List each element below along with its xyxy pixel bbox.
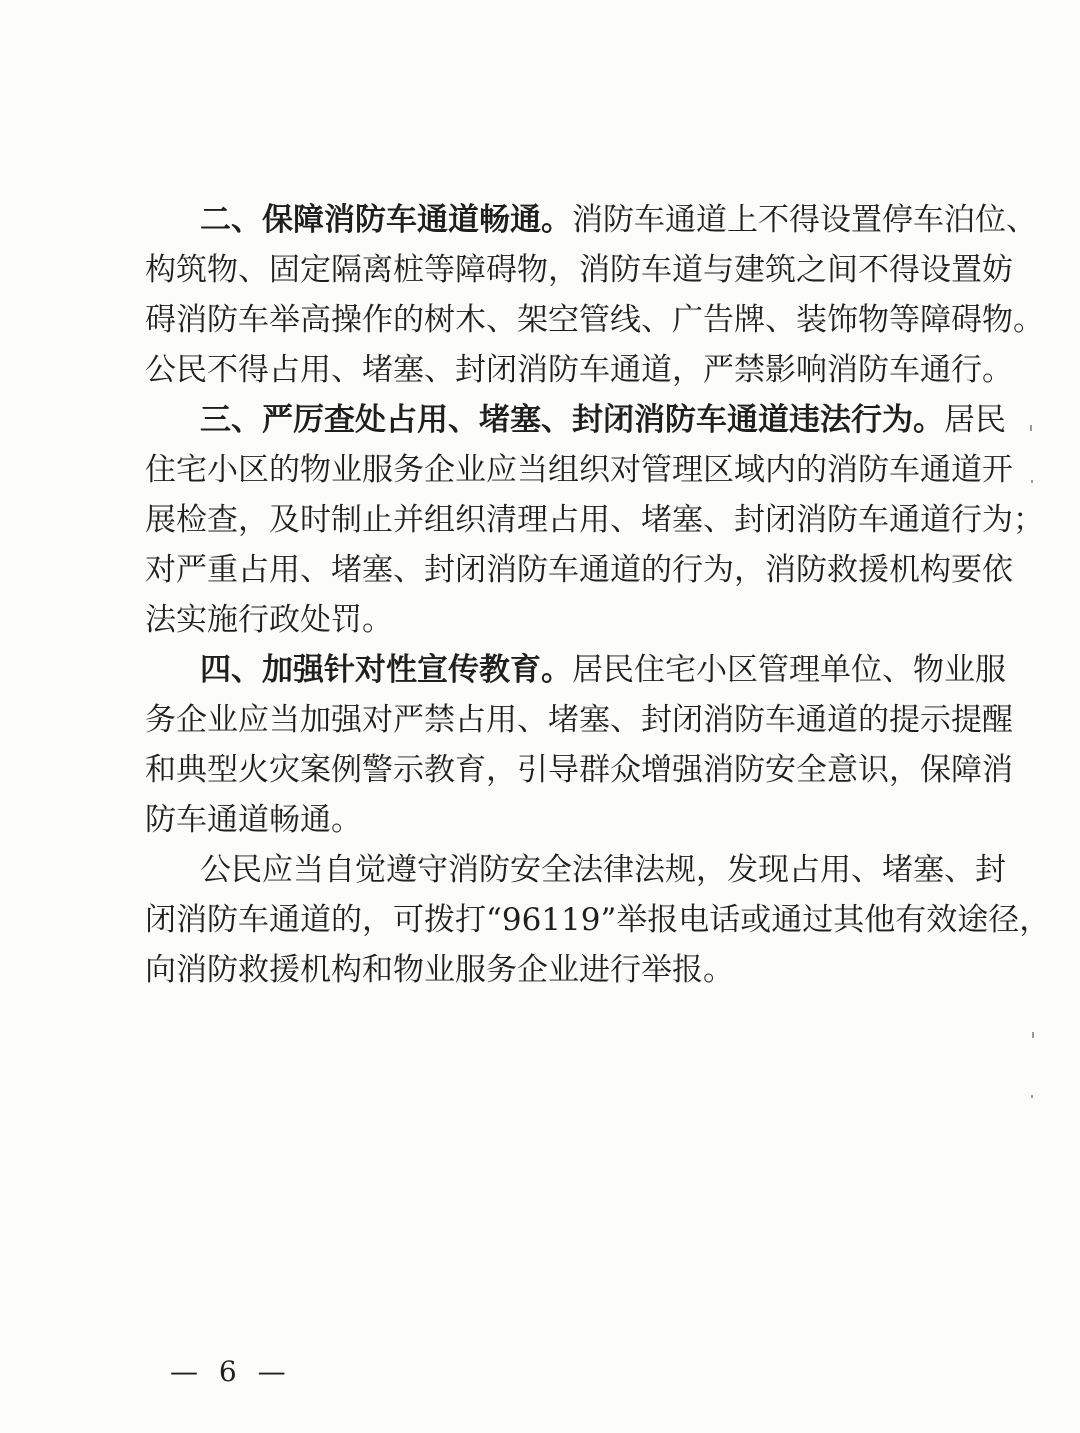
paragraph-line xyxy=(200,201,1037,239)
paragraph-line: 公民应当自觉遵守消防安全法律法规，发现占用、堵塞、封 xyxy=(200,852,1006,888)
paragraph-line: 碍消防车举高操作的树木、架空管线、广告牌、装饰物等障碍物。 xyxy=(145,302,1044,338)
paragraph-line: 法实施行政处罚。 xyxy=(145,602,393,638)
body-text: 居民 xyxy=(944,402,1006,438)
section-heading: 二、保障消防车通道畅通。 xyxy=(200,202,572,238)
paragraph-line xyxy=(200,401,1006,439)
scan-speck xyxy=(1030,425,1032,431)
paragraph-line: 和典型火灾案例警示教育，引导群众增强消防安全意识，保障消 xyxy=(145,752,1013,788)
page-number: — 6 — xyxy=(170,1355,292,1388)
paragraph-line: 公民不得占用、堵塞、封闭消防车通道，严禁影响消防车通行。 xyxy=(145,352,1013,388)
scan-speck xyxy=(1032,1032,1034,1038)
body-text: 消防车通道上不得设置停车泊位、 xyxy=(572,202,1037,238)
paragraph-line: 构筑物、固定隔离桩等障碍物，消防车道与建筑之间不得设置妨 xyxy=(145,252,1013,288)
paragraph-line: 住宅小区的物业服务企业应当组织对管理区域内的消防车通道开 xyxy=(145,452,1013,488)
paragraph-line: 对严重占用、堵塞、封闭消防车通道的行为，消防救援机构要依 xyxy=(145,552,1013,588)
paragraph-line: 向消防救援机构和物业服务企业进行举报。 xyxy=(145,952,734,988)
section-heading: 三、严厉查处占用、堵塞、封闭消防车通道违法行为。 xyxy=(200,402,944,438)
scan-speck xyxy=(1031,480,1033,483)
paragraph-line: 务企业应当加强对严禁占用、堵塞、封闭消防车通道的提示提醒 xyxy=(145,702,1013,738)
section-heading: 四、加强针对性宣传教育。 xyxy=(200,652,572,688)
body-text: 居民住宅小区管理单位、物业服 xyxy=(572,652,1006,688)
scan-speck xyxy=(1031,1095,1033,1098)
paragraph-line: 防车通道畅通。 xyxy=(145,802,362,838)
paragraph-line: 展检查，及时制止并组织清理占用、堵塞、封闭消防车通道行为； xyxy=(145,502,1044,538)
paragraph-line xyxy=(200,651,1006,689)
paragraph-line: 闭消防车通道的，可拨打“96119”举报电话或通过其他有效途径， xyxy=(145,902,1051,938)
